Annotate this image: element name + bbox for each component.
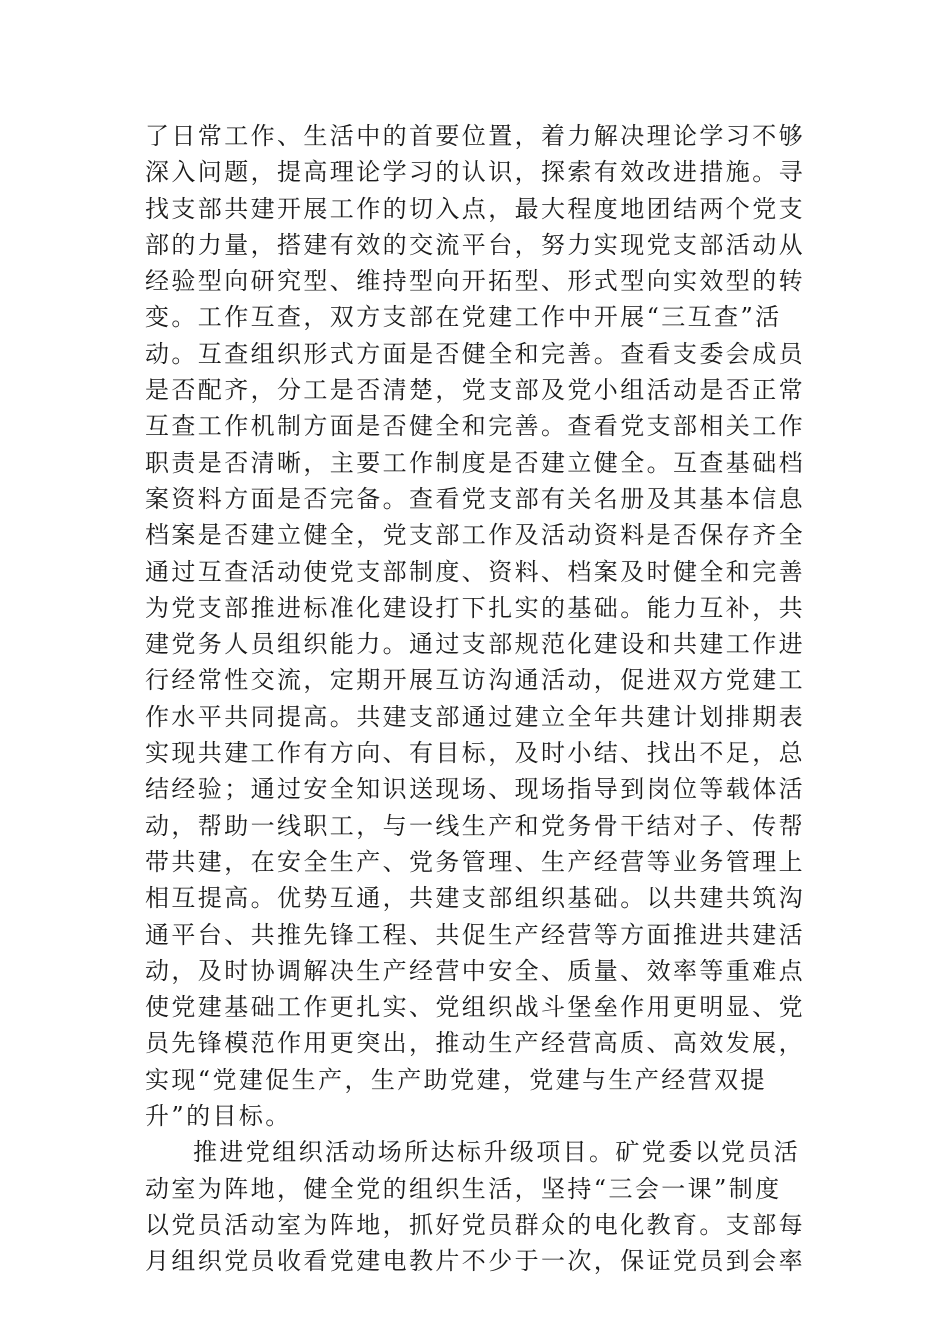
text-line: 是否配齐，分工是否清楚，党支部及党小组活动是否正常 [145,376,805,405]
text-line: 动。互查组织形式方面是否健全和完善。查看支委会成员 [145,339,805,368]
text-line: 相互提高。优势互通，共建支部组织基础。以共建共筑沟 [145,884,805,913]
text-line: 带共建，在安全生产、党务管理、生产经营等业务管理上 [145,847,805,876]
text-line: 案资料方面是否完备。查看党支部有关名册及其基本信息 [145,484,805,513]
text-line: 作水平共同提高。共建支部通过建立全年共建计划排期表 [145,702,805,731]
text-line: 月组织党员收看党建电教片不少于一次，保证党员到会率 [145,1247,805,1276]
text-line: 深入问题，提高理论学习的认识，探索有效改进措施。寻 [145,158,805,187]
text-line: 经验型向研究型、维持型向开拓型、形式型向实效型的转 [145,267,805,296]
text-line: 建党务人员组织能力。通过支部规范化建设和共建工作进 [145,630,805,659]
text-line: 动，帮助一线职工，与一线生产和党务骨干结对子、传帮 [145,811,805,840]
text-line: 找支部共建开展工作的切入点，最大程度地团结两个党支 [145,194,805,223]
body-text [145,118,810,1280]
text-line: 实现共建工作有方向、有目标，及时小结、找出不足，总 [145,739,805,768]
text-line: 动室为阵地，健全党的组织生活，坚持“三会一课”制度 [145,1174,782,1203]
text-line: 动，及时协调解决生产经营中安全、质量、效率等重难点 [145,956,805,985]
text-line: 部的力量，搭建有效的交流平台，努力实现党支部活动从 [145,230,805,259]
text-line: 通平台、共推先锋工程、共促生产经营等方面推进共建活 [145,920,805,949]
text-line: 实现“党建促生产，生产助党建，党建与生产经营双提 [145,1065,767,1094]
text-line: 通过互查活动使党支部制度、资料、档案及时健全和完善 [145,557,805,586]
text-line: 使党建基础工作更扎实、党组织战斗堡垒作用更明显、党 [145,993,805,1022]
paragraph-start-line: 推进党组织活动场所达标升级项目。矿党委以党员活 [193,1138,801,1167]
text-line: 职责是否清晰，主要工作制度是否建立健全。互查基础档 [145,448,805,477]
text-line: 档案是否建立健全，党支部工作及活动资料是否保存齐全 [145,521,805,550]
text-line: 升”的目标。 [145,1102,292,1131]
text-line: 以党员活动室为阵地，抓好党员群众的电化教育。支部每 [145,1210,805,1239]
text-line: 互查工作机制方面是否健全和完善。查看党支部相关工作 [145,412,805,441]
text-line: 结经验；通过安全知识送现场、现场指导到岗位等载体活 [145,775,805,804]
text-line: 变。工作互查，双方支部在党建工作中开展“三互查”活 [145,303,782,332]
text-line: 了日常工作、生活中的首要位置，着力解决理论学习不够 [145,122,805,150]
text-line: 员先锋模范作用更突出，推动生产经营高质、高效发展， [145,1029,805,1058]
text-line: 行经常性交流，定期开展互访沟通活动，促进双方党建工 [145,666,805,695]
text-line: 为党支部推进标准化建设打下扎实的基础。能力互补，共 [145,593,805,622]
